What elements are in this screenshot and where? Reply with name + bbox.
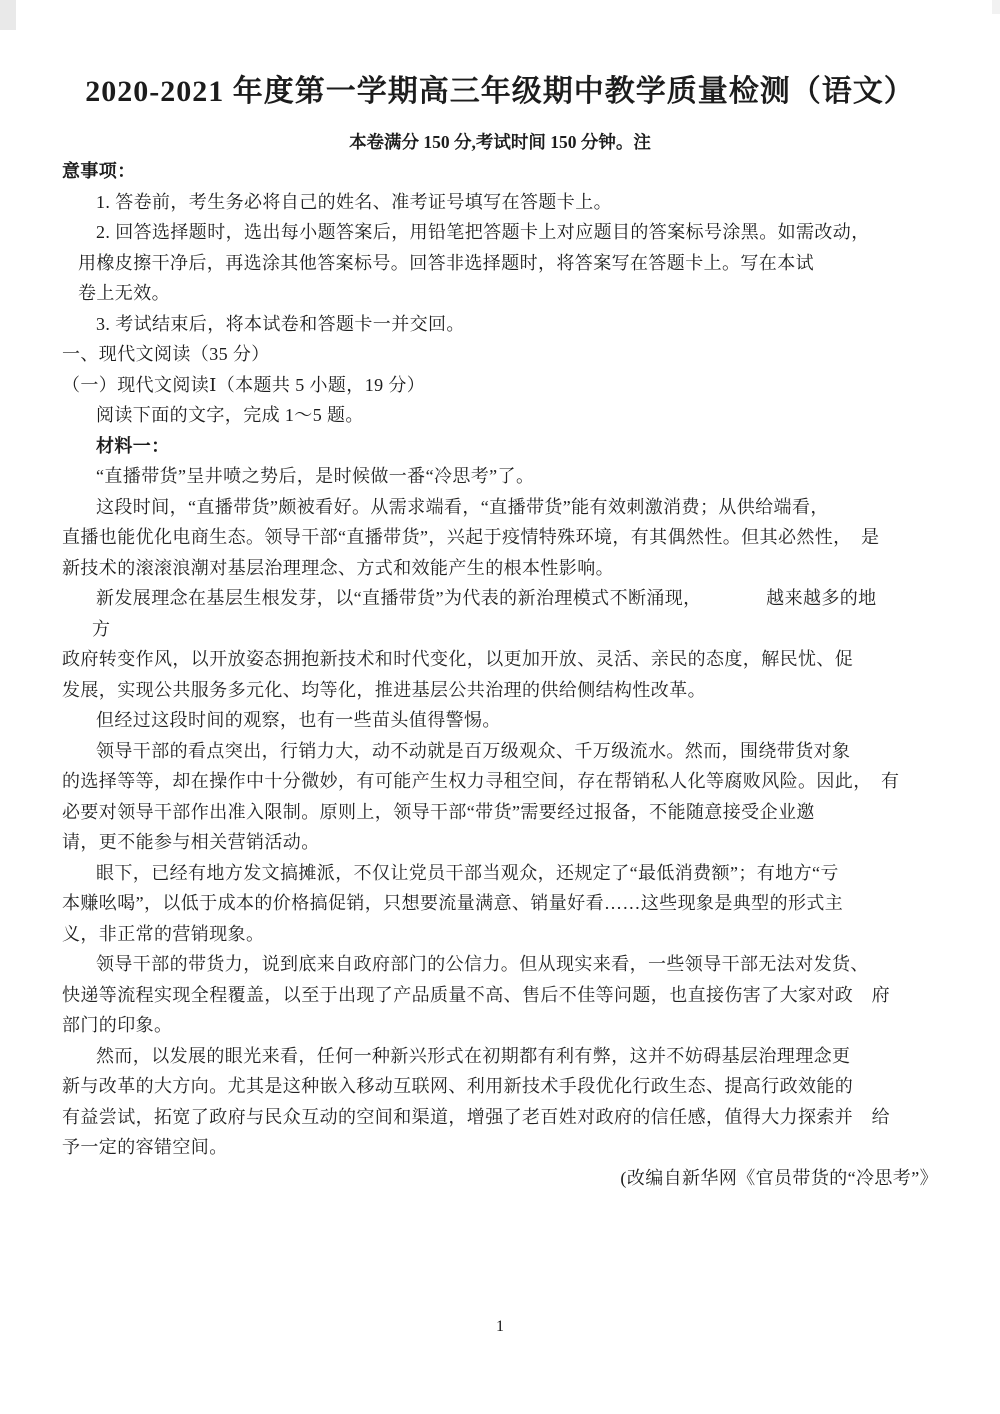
notice-item-2-line-3: 卷上无效。 <box>78 283 170 303</box>
passage-line: 然而，以发展的眼光来看，任何一种新兴形式在初期都有利有弊，这并不妨碍基层治理理念更 <box>96 1045 851 1066</box>
notice-item-2-line-1: 2. 回答选择题时，选出每小题答案后，用铅笔把答题卡上对应题目的答案标号涂黑。如需改动， <box>96 222 870 242</box>
passage-line: 快递等流程实现全程覆盖，以至于出现了产品质量不高、售后不佳等问题，也直接伤害了大家对政 府 <box>62 984 890 1005</box>
passage-line: 直播也能优化电商生态。领导干部“直播带货”，兴起于疫情特殊环境，有其偶然性。但其必然性， 是 <box>62 527 880 547</box>
notice-item-2-line-2: 用橡皮擦干净后，再选涂其他答案标号。回答非选择题时，将答案写在答题卡上。写在本试 <box>78 252 814 273</box>
page-title: 2020-2021 年度第一学期高三年级期中教学质量检测（语文） <box>85 75 915 108</box>
source-attribution: (改编自新华网《官员带货的“冷思考”》 <box>620 1167 938 1188</box>
passage-line: 必要对领导干部作出准入限制。原则上，领导干部“带货”需要经过报备，不能随意接受企业邀 <box>62 801 815 822</box>
passage-line: “直播带货”呈井喷之势后，是时候做一番“冷思考”了。 <box>96 466 535 486</box>
passage-line: 领导干部的带货力，说到底来自政府部门的公信力。但从现实来看，一些领导干部无法对发货、 <box>96 954 869 974</box>
passage-line: 但经过这段时间的观察，也有一些苗头值得警惕。 <box>96 710 501 730</box>
passage-line: 本赚吆喝”，以低于成本的价格搞促销，只想要流量满意、销量好看……这些现象是典型的形式主 <box>62 893 844 913</box>
material-label: 材料一： <box>96 435 170 456</box>
passage-line: 新发展理念在基层生根发芽，以“直播带货”为代表的新治理模式不断涌现， 越来越多的地 <box>96 588 877 608</box>
passage-line: 方 <box>92 618 111 639</box>
page-number: 1 <box>496 1318 504 1335</box>
notice-item-1: 1. 答卷前，考生务必将自己的姓名、准考证号填写在答题卡上。 <box>96 191 612 212</box>
passage-line: 的选择等等，却在操作中十分微妙，有可能产生权力寻租空间，存在帮销私人化等腐败风险。因此， 有 <box>62 771 900 791</box>
passage-line: 义，非正常的营销现象。 <box>62 923 265 944</box>
passage-line: 请，更不能参与相关营销活动。 <box>62 832 320 852</box>
scan-artifact <box>0 0 16 30</box>
reading-instruction: 阅读下面的文字，完成 1～5 题。 <box>96 405 364 425</box>
passage-line: 眼下，已经有地方发文搞摊派，不仅让党员干部当观众，还规定了“最低消费额”；有地方“亏 <box>96 862 839 883</box>
passage-line: 政府转变作风，以开放姿态拥抱新技术和时代变化，以更加开放、灵活、亲民的态度，解民忧、促 <box>62 649 854 669</box>
passage-line: 予一定的容错空间。 <box>62 1137 228 1157</box>
exam-info-line: 本卷满分 150 分,考试时间 150 分钟。注 <box>349 132 651 152</box>
notice-heading: 意事项： <box>62 161 136 181</box>
passage-line: 这段时间，“直播带货”颇被看好。从需求端看，“直播带货”能有效刺激消费；从供给端看， <box>96 496 829 517</box>
passage-line: 新技术的滚滚浪潮对基层治理理念、方式和效能产生的根本性影响。 <box>62 557 614 578</box>
section-subheading: （一）现代文阅读Ⅰ（本题共 5 小题，19 分） <box>62 374 426 395</box>
scan-artifact <box>992 0 1000 14</box>
notice-item-3: 3. 考试结束后，将本试卷和答题卡一并交回。 <box>96 313 465 334</box>
passage-line: 领导干部的看点突出，行销力大，动不动就是百万级观众、千万级流水。然而，围绕带货对象 <box>96 740 851 761</box>
passage-line: 有益尝试，拓宽了政府与民众互动的空间和渠道，增强了老百姓对政府的信任感，值得大力探索并 给 <box>62 1106 890 1127</box>
reading-passage <box>62 461 938 1163</box>
passage-line: 发展，实现公共服务多元化、均等化，推进基层公共治理的供给侧结构性改革。 <box>62 679 706 700</box>
passage-line: 部门的印象。 <box>62 1015 173 1035</box>
section-heading: 一、现代文阅读（35 分） <box>62 344 270 364</box>
passage-line: 新与改革的大方向。尤其是这种嵌入移动互联网、利用新技术手段优化行政生态、提高行政效能的 <box>62 1076 854 1096</box>
